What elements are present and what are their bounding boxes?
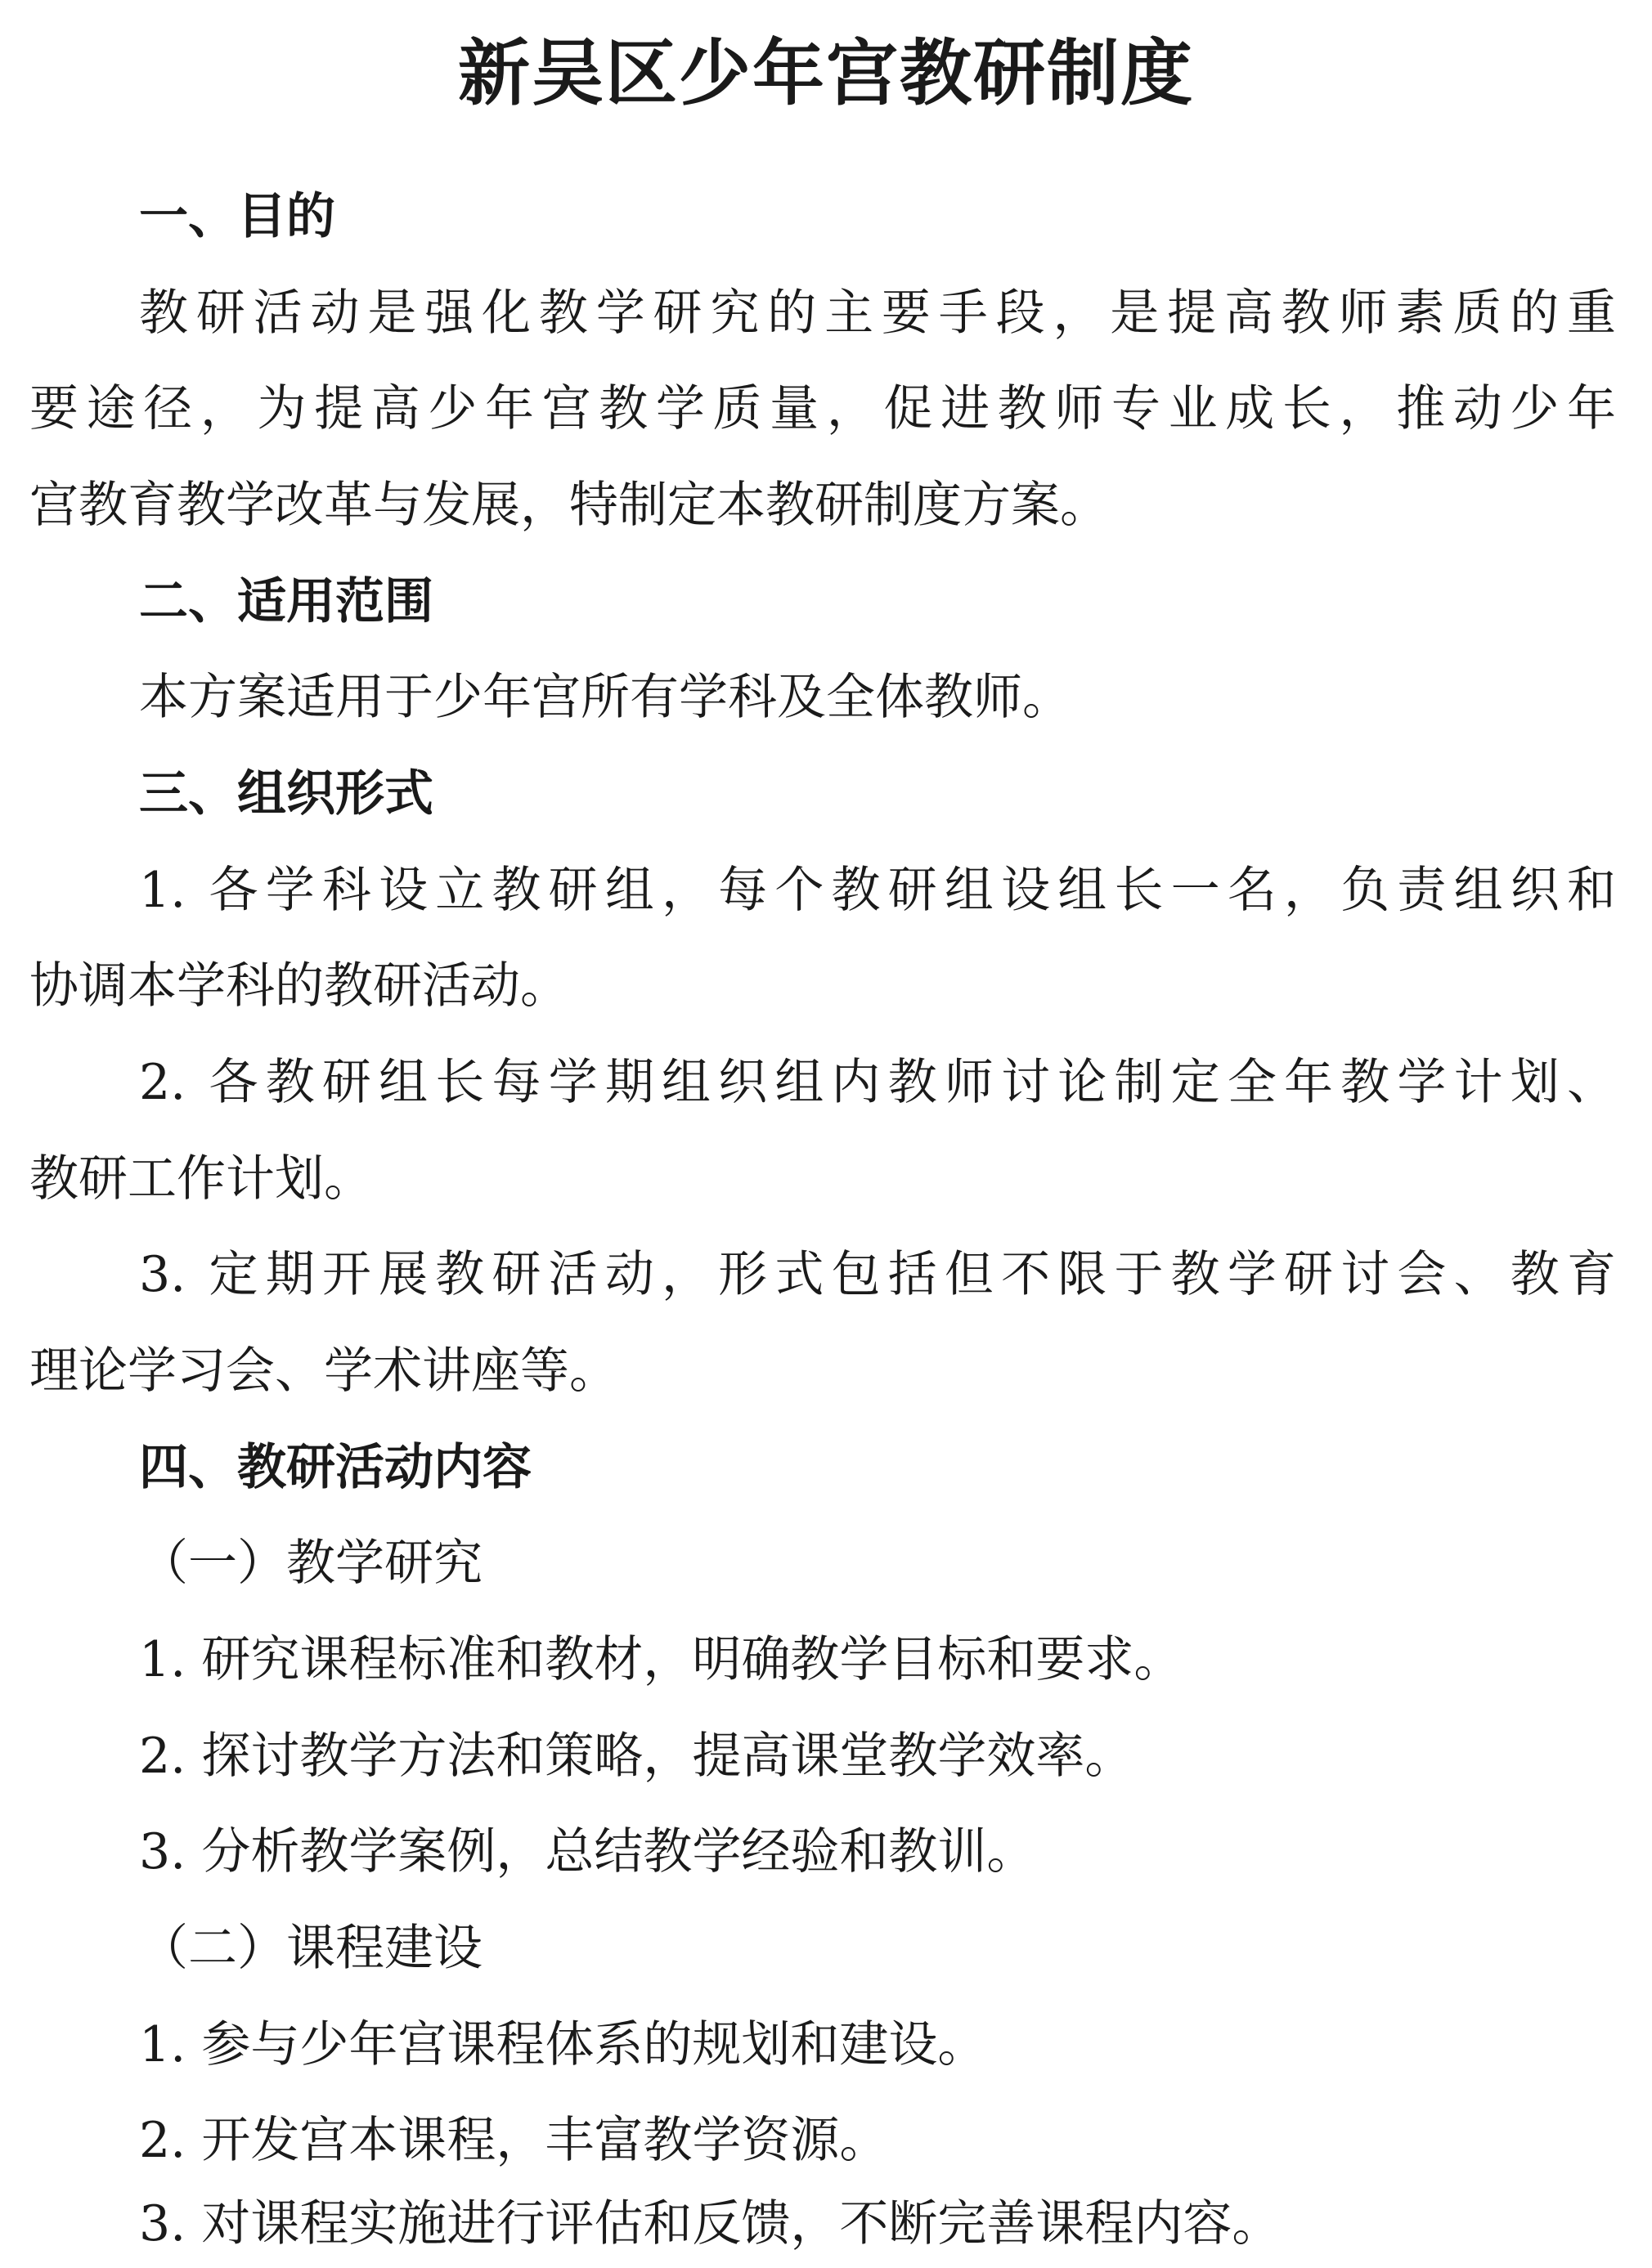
paragraph-line: 宫教育教学改革与发展，特制定本教研制度方案。 (29, 477, 1109, 534)
paragraph-line: 要途径，为提高少年宫教学质量，促进教师专业成长，推动少年 (29, 380, 1616, 437)
subsection-heading-teaching-research: （一）教学研究 (139, 1535, 483, 1592)
section-heading-scope: 二、适用范围 (139, 573, 433, 630)
list-item-line: 理论学习会、学术讲座等。 (29, 1342, 618, 1400)
paragraph-line: 本方案适用于少年宫所有学科及全体教师。 (139, 669, 1071, 726)
list-item-line: 1. 研究课程标准和教材，明确教学目标和要求。 (139, 1631, 1183, 1688)
list-item-line: 1. 参与少年宫课程体系的规划和建设。 (139, 2016, 987, 2073)
list-item-line: 2. 各教研组长每学期组织组内教师讨论制定全年教学计划、 (139, 1054, 1616, 1111)
section-heading-content: 四、教研活动内容 (139, 1439, 532, 1496)
paragraph-line: 教研活动是强化教学研究的主要手段，是提高教师素质的重 (139, 285, 1616, 342)
list-item-line: 教研工作计划。 (29, 1150, 373, 1208)
list-item-line: 1. 各学科设立教研组，每个教研组设组长一名，负责组织和 (139, 862, 1616, 919)
section-heading-purpose: 一、目的 (139, 188, 335, 245)
section-heading-organization: 三、组织形式 (139, 765, 433, 822)
list-item-line: 协调本学科的教研活动。 (29, 957, 569, 1015)
list-item-line: 3. 分析教学案例，总结教学经验和教训。 (139, 1823, 1036, 1880)
list-item-line: 3. 对课程实施进行评估和反馈，不断完善课程内容。 (139, 2195, 1282, 2252)
list-item-line: 2. 探讨教学方法和策略，提高课堂教学效率。 (139, 1728, 1134, 1785)
list-item-line: 2. 开发宫本课程，丰富教学资源。 (139, 2112, 889, 2169)
subsection-heading-curriculum: （二）课程建设 (139, 1920, 483, 1977)
document-title: 新吴区少年宫教研制度 (457, 31, 1194, 115)
list-item-line: 3. 定期开展教研活动，形式包括但不限于教学研讨会、教育 (139, 1246, 1616, 1303)
